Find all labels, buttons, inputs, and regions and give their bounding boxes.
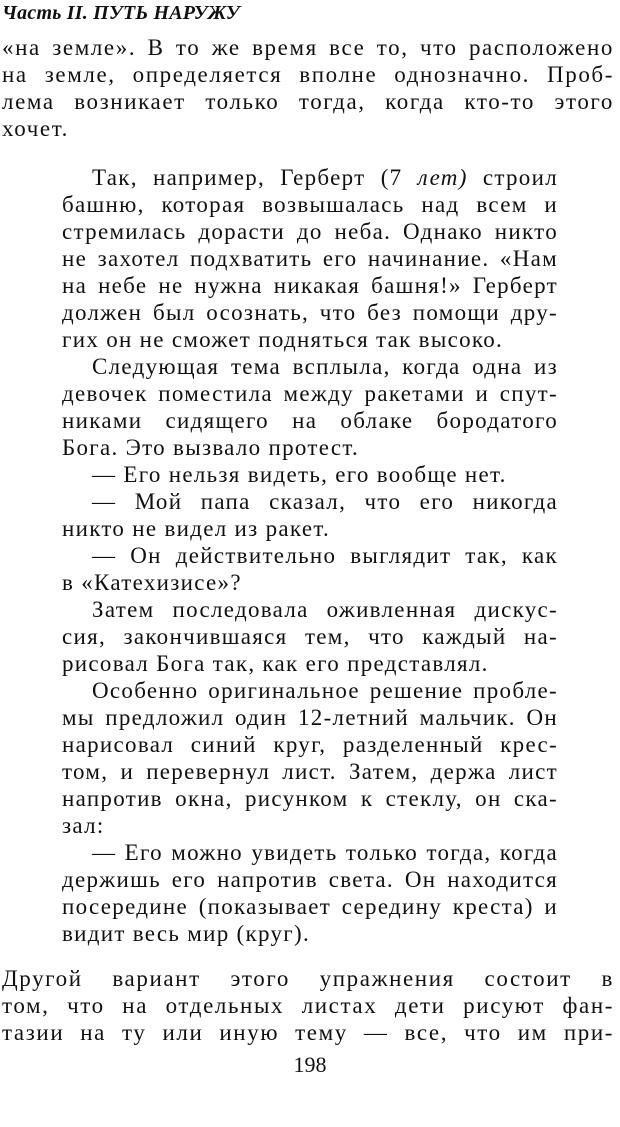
quote-line: на небе не нужна никакая башня!» Герберт <box>62 273 558 298</box>
quote-line: видит весь мир (круг). <box>62 921 311 946</box>
quote-line <box>92 164 558 191</box>
quote-text: строил <box>467 165 558 190</box>
quote-line: никами сидящего на облаке бородатого <box>62 408 558 433</box>
intro-line: лема возникает только тогда, когда кто-то этого <box>2 89 614 114</box>
quote-line: напротив окна, рисунком к стеклу, он ска- <box>62 786 558 811</box>
quote-line: — Он действительно выглядит так, как <box>92 543 558 568</box>
quote-line: зал: <box>62 813 105 838</box>
quote-line: держишь его напротив света. Он находится <box>62 867 558 892</box>
intro-line: хочет. <box>2 116 69 141</box>
quote-line: — Его нельзя видеть, его вообще нет. <box>92 462 507 487</box>
quote-line: мы предложил один 12-летний мальчик. Он <box>62 705 558 730</box>
page-number: 198 <box>293 1052 327 1077</box>
quote-line: — Его можно увидеть только тогда, когда <box>92 840 558 865</box>
quote-line: Особенно оригинальное решение пробле- <box>92 678 558 703</box>
quote-line: — Мой папа сказал, что его никогда <box>92 489 558 514</box>
quote-line: никто не видел из ракет. <box>62 516 330 541</box>
quote-line: том, и перевернул лист. Затем, держа лист <box>62 759 558 784</box>
quote-line: Бога. Это вызвало протест. <box>62 435 360 460</box>
quote-line: гих он не сможет подняться так высоко. <box>62 327 504 352</box>
quote-line: не захотел подхватить его начинание. «Нам <box>62 246 558 271</box>
quote-line: должен был осознать, что без помощи дру- <box>62 300 558 325</box>
quote-line: Следующая тема всплыла, когда одна из <box>92 354 558 379</box>
quote-line: башню, которая возвышалась над всем и <box>62 192 558 217</box>
quote-line: Затем последовала оживленная дискус- <box>92 597 558 622</box>
quote-line: рисовал Бога так, как его представлял. <box>62 651 489 676</box>
outro-line: том, что на отдельных листах дети рисуют фан- <box>2 993 614 1018</box>
quote-text: Так, например, Герберт (7 <box>92 165 418 190</box>
quote-line: нарисовал синий круг, разделенный крес- <box>62 732 558 757</box>
running-head: Часть II. ПУТЬ НАРУЖУ <box>2 2 240 24</box>
outro-line: Другой вариант этого упражнения состоит в <box>2 966 614 991</box>
intro-line: «на земле». В то же время все то, что расположено <box>2 35 614 60</box>
quote-line: в «Катехизисе»? <box>62 570 242 595</box>
quote-line: стремилась дорасти до неба. Однако никто <box>62 219 558 244</box>
outro-line: тазии на ту или иную тему — все, что им при- <box>2 1020 614 1045</box>
quote-line: посередине (показывает середину креста) и <box>62 894 558 919</box>
quote-line: сия, закончившаяся тем, что каждый на- <box>62 624 558 649</box>
intro-line: на земле, определяется вполне однозначно. Проб- <box>2 62 614 87</box>
quote-line: девочек поместила между ракетами и спут- <box>62 381 558 406</box>
quote-italic: лет) <box>417 165 468 190</box>
